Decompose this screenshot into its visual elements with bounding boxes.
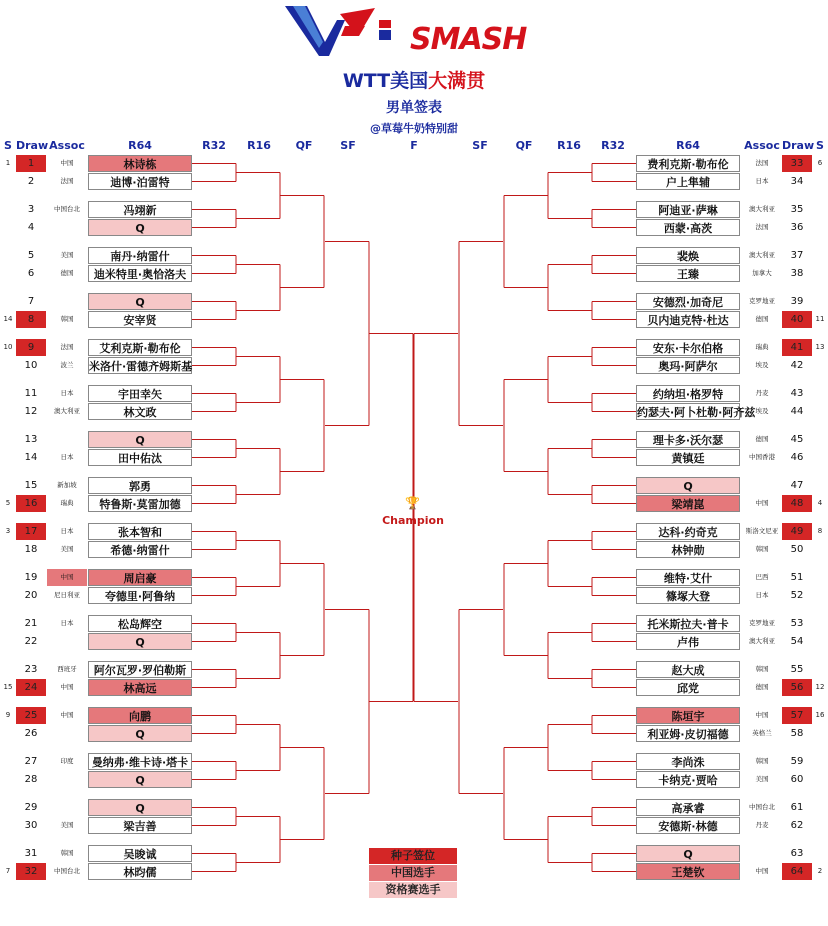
association: 德国 [60, 269, 74, 277]
association: 韩国 [755, 757, 769, 765]
draw-number: 60 [790, 774, 804, 785]
association: 巴西 [755, 573, 769, 581]
seed-number [813, 569, 827, 586]
seed-number [813, 357, 827, 374]
draw-number: 49 [782, 523, 812, 540]
draw-number: 52 [790, 590, 804, 601]
title-highlight: 大满贯 [428, 70, 486, 92]
draw-number: 40 [782, 311, 812, 328]
player-name: 约纳坦·格罗特 [636, 385, 740, 402]
seed-number: 6 [817, 159, 823, 167]
header-assoc-left: Assoc [49, 139, 85, 152]
draw-number: 4 [27, 222, 35, 233]
player-name: 高承睿 [636, 799, 740, 816]
player-name: 宇田幸矢 [88, 385, 192, 402]
association: 美国 [755, 775, 769, 783]
seed-number [1, 449, 15, 466]
association: 埃及 [755, 361, 769, 369]
header-seed-left: S [4, 139, 12, 152]
association: 中国 [755, 499, 769, 507]
header-r64-left: R64 [128, 139, 152, 152]
seed-number [813, 385, 827, 402]
draw-number: 37 [790, 250, 804, 261]
seed-number [813, 771, 827, 788]
draw-number: 7 [27, 296, 35, 307]
draw-number: 18 [24, 544, 38, 555]
seed-number [813, 661, 827, 678]
association: 丹麦 [755, 389, 769, 397]
association: 法国 [755, 223, 769, 231]
seed-number [813, 293, 827, 310]
association: 美国 [60, 545, 74, 553]
seed-number [813, 845, 827, 862]
seed-number [1, 385, 15, 402]
player-name: Q [636, 845, 740, 862]
player-name: 林昀儒 [88, 863, 192, 880]
player-name: Q [88, 431, 192, 448]
association: 印度 [60, 757, 74, 765]
seed-number [1, 633, 15, 650]
association: 中国 [60, 159, 74, 167]
association: 日本 [755, 591, 769, 599]
association: 法国 [755, 159, 769, 167]
champion-label: Champion [382, 514, 444, 527]
player-name: 约瑟夫·阿卜杜勒·阿齐兹 [636, 403, 740, 420]
player-name: 达科·约奇克 [636, 523, 740, 540]
seed-number [1, 725, 15, 742]
player-name: 托米斯拉夫·普卡 [636, 615, 740, 632]
seed-number [1, 661, 15, 678]
association: 中国台北 [54, 205, 80, 213]
player-name: 米洛什·雷德齐姆斯基 [88, 357, 192, 374]
draw-number: 28 [24, 774, 38, 785]
draw-number: 46 [790, 452, 804, 463]
seed-number [813, 615, 827, 632]
draw-number: 5 [27, 250, 35, 261]
association: 西班牙 [57, 665, 77, 673]
association: 中国 [755, 711, 769, 719]
player-name: 黄镇廷 [636, 449, 740, 466]
seed-number: 15 [3, 683, 13, 691]
seed-number [1, 219, 15, 236]
header-seed-right: S [816, 139, 824, 152]
association [47, 431, 87, 448]
association: 中国香港 [749, 453, 775, 461]
draw-number: 24 [16, 679, 46, 696]
player-name: 梁吉善 [88, 817, 192, 834]
player-name: 安东·卡尔伯格 [636, 339, 740, 356]
draw-number: 56 [782, 679, 812, 696]
association [47, 771, 87, 788]
player-name: 李尚洙 [636, 753, 740, 770]
header-assoc-right: Assoc [744, 139, 780, 152]
association: 韩国 [755, 545, 769, 553]
draw-number: 51 [790, 572, 804, 583]
player-name: 裴焕 [636, 247, 740, 264]
seed-number [813, 431, 827, 448]
association: 德国 [755, 435, 769, 443]
association: 英格兰 [752, 729, 772, 737]
header-qf-left: QF [295, 139, 313, 152]
association: 澳大利亚 [749, 637, 775, 645]
player-name: Q [88, 219, 192, 236]
seed-number: 12 [815, 683, 825, 691]
header-draw-left: Draw [16, 139, 49, 152]
seed-number [1, 587, 15, 604]
player-name: 卡纳克·贾哈 [636, 771, 740, 788]
association: 美国 [60, 821, 74, 829]
player-name: 林文政 [88, 403, 192, 420]
draw-number: 43 [790, 388, 804, 399]
seed-number [813, 247, 827, 264]
association: 韩国 [60, 849, 74, 857]
draw-number: 27 [24, 756, 38, 767]
seed-number: 7 [5, 867, 11, 875]
seed-number [1, 817, 15, 834]
player-name: 陈垣宇 [636, 707, 740, 724]
seed-number [813, 219, 827, 236]
player-name: 维特·艾什 [636, 569, 740, 586]
player-name: 迪米特里·奥恰洛夫 [88, 265, 192, 282]
smash-logo-text: SMASH [410, 22, 527, 57]
player-name: 贝内迪克特·杜达 [636, 311, 740, 328]
draw-number: 44 [790, 406, 804, 417]
seed-number [813, 753, 827, 770]
draw-number: 55 [790, 664, 804, 675]
seed-number [1, 541, 15, 558]
seed-number [1, 753, 15, 770]
player-name: 理卡多·沃尔瑟 [636, 431, 740, 448]
association: 加拿大 [752, 269, 772, 277]
seed-number: 8 [817, 527, 823, 535]
association: 日本 [60, 453, 74, 461]
draw-number: 32 [16, 863, 46, 880]
player-name: 梁靖崑 [636, 495, 740, 512]
draw-number: 2 [27, 176, 35, 187]
player-name: 费利克斯·勒布伦 [636, 155, 740, 172]
draw-number: 8 [16, 311, 46, 328]
draw-number: 33 [782, 155, 812, 172]
draw-number: 17 [16, 523, 46, 540]
seed-number [813, 477, 827, 494]
seed-number [1, 569, 15, 586]
seed-number: 4 [817, 499, 823, 507]
seed-number [813, 541, 827, 558]
seed-number [813, 173, 827, 190]
header-qf-right: QF [515, 139, 533, 152]
association: 瑞典 [60, 499, 74, 507]
association: 德国 [755, 315, 769, 323]
header-r64-right: R64 [676, 139, 700, 152]
seed-number: 11 [815, 315, 825, 323]
credit-text: @草莓牛奶特别甜 [370, 122, 458, 135]
draw-number: 23 [24, 664, 38, 675]
draw-number: 20 [24, 590, 38, 601]
seed-number [1, 477, 15, 494]
player-name: 田中佑汰 [88, 449, 192, 466]
association [47, 293, 87, 310]
player-name: 夸德里·阿鲁纳 [88, 587, 192, 604]
player-name: 阿迪亚·萨琳 [636, 201, 740, 218]
seed-number: 2 [817, 867, 823, 875]
draw-number: 9 [16, 339, 46, 356]
association: 中国 [60, 711, 74, 719]
association [47, 633, 87, 650]
draw-number: 39 [790, 296, 804, 307]
header-r16-left: R16 [247, 139, 271, 152]
draw-number: 31 [24, 848, 38, 859]
draw-number: 36 [790, 222, 804, 233]
draw-number: 14 [24, 452, 38, 463]
association: 日本 [60, 389, 74, 397]
draw-number: 30 [24, 820, 38, 831]
association [742, 845, 782, 862]
association: 法国 [60, 343, 74, 351]
player-name: 吴晙诚 [88, 845, 192, 862]
seed-number [1, 293, 15, 310]
association [742, 477, 782, 494]
draw-number: 58 [790, 728, 804, 739]
draw-number: 63 [790, 848, 804, 859]
association: 中国台北 [749, 803, 775, 811]
seed-number: 10 [3, 343, 13, 351]
player-name: 阿尔瓦罗·罗伯勒斯 [88, 661, 192, 678]
player-name: 林诗栋 [88, 155, 192, 172]
seed-number [813, 633, 827, 650]
header-sf-left: SF [340, 139, 356, 152]
draw-number: 19 [24, 572, 38, 583]
seed-number [813, 449, 827, 466]
seed-number: 14 [3, 315, 13, 323]
seed-number: 13 [815, 343, 825, 351]
seed-number [813, 265, 827, 282]
draw-number: 11 [24, 388, 38, 399]
draw-number: 35 [790, 204, 804, 215]
seed-number [1, 247, 15, 264]
association: 克罗地亚 [749, 619, 775, 627]
draw-number: 15 [24, 480, 38, 491]
seed-number: 3 [5, 527, 11, 535]
page-subtitle: 男单签表 [386, 100, 442, 116]
seed-number: 9 [5, 711, 11, 719]
header-r32-left: R32 [202, 139, 226, 152]
player-name: 篠塚大登 [636, 587, 740, 604]
association: 日本 [755, 177, 769, 185]
seed-number [813, 403, 827, 420]
draw-number: 42 [790, 360, 804, 371]
player-name: 林钟勋 [636, 541, 740, 558]
seed-number [1, 845, 15, 862]
association: 澳大利亚 [749, 251, 775, 259]
seed-number [1, 771, 15, 788]
seed-number [1, 403, 15, 420]
player-name: 卢伟 [636, 633, 740, 650]
header-sf-right: SF [472, 139, 488, 152]
legend-seed: 种子签位 [369, 848, 457, 864]
association: 中国台北 [54, 867, 80, 875]
seed-number: 16 [815, 711, 825, 719]
association: 瑞典 [755, 343, 769, 351]
legend-qualifier: 资格赛选手 [369, 882, 457, 898]
player-name: 户上隼辅 [636, 173, 740, 190]
association: 波兰 [60, 361, 74, 369]
trophy-icon: 🏆 [405, 496, 420, 510]
legend-china: 中国选手 [369, 865, 457, 881]
draw-number: 1 [16, 155, 46, 172]
draw-number: 48 [782, 495, 812, 512]
draw-number: 41 [782, 339, 812, 356]
player-name: 安德烈·加奇尼 [636, 293, 740, 310]
draw-number: 3 [27, 204, 35, 215]
player-name: 冯翊新 [88, 201, 192, 218]
seed-number [813, 799, 827, 816]
association [47, 725, 87, 742]
player-name: 曼纳弗·维卡诗·塔卡 [88, 753, 192, 770]
draw-number: 59 [790, 756, 804, 767]
player-name: 特鲁斯·莫雷加德 [88, 495, 192, 512]
seed-number: 1 [5, 159, 11, 167]
draw-number: 21 [24, 618, 38, 629]
draw-number: 6 [27, 268, 35, 279]
seed-number [813, 587, 827, 604]
draw-number: 62 [790, 820, 804, 831]
draw-number: 22 [24, 636, 38, 647]
association: 日本 [60, 527, 74, 535]
seed-number [1, 201, 15, 218]
draw-number: 26 [24, 728, 38, 739]
player-name: 松岛辉空 [88, 615, 192, 632]
player-name: Q [88, 725, 192, 742]
seed-number [1, 357, 15, 374]
association [47, 219, 87, 236]
draw-number: 64 [782, 863, 812, 880]
header-r32-right: R32 [601, 139, 625, 152]
seed-number [1, 615, 15, 632]
player-name: 向鹏 [88, 707, 192, 724]
association: 中国 [755, 867, 769, 875]
association: 韩国 [60, 315, 74, 323]
player-name: 奥玛·阿萨尔 [636, 357, 740, 374]
seed-number: 5 [5, 499, 11, 507]
player-name: 迪博·泊雷特 [88, 173, 192, 190]
draw-number: 47 [790, 480, 804, 491]
association: 克罗地亚 [749, 297, 775, 305]
draw-number: 25 [16, 707, 46, 724]
draw-number: 29 [24, 802, 38, 813]
association: 中国 [47, 569, 87, 586]
title-prefix: WTT美国 [342, 70, 429, 92]
player-name: Q [636, 477, 740, 494]
player-name: 王臻 [636, 265, 740, 282]
seed-number [813, 817, 827, 834]
association: 中国 [60, 683, 74, 691]
draw-number: 54 [790, 636, 804, 647]
header-r16-right: R16 [557, 139, 581, 152]
association: 韩国 [755, 665, 769, 673]
player-name: 利亚姆·皮切福德 [636, 725, 740, 742]
association: 斯洛文尼亚 [745, 527, 779, 535]
player-name: 林高远 [88, 679, 192, 696]
player-name: 南丹·纳雷什 [88, 247, 192, 264]
player-name: Q [88, 799, 192, 816]
association: 澳大利亚 [749, 205, 775, 213]
draw-number: 16 [16, 495, 46, 512]
player-name: 安德斯·林德 [636, 817, 740, 834]
player-name: 安宰贤 [88, 311, 192, 328]
player-name: 郭勇 [88, 477, 192, 494]
seed-number [1, 173, 15, 190]
seed-number [1, 431, 15, 448]
player-name: 西蒙·高茨 [636, 219, 740, 236]
association: 丹麦 [755, 821, 769, 829]
draw-number: 34 [790, 176, 804, 187]
draw-number: 13 [24, 434, 38, 445]
draw-number: 50 [790, 544, 804, 555]
seed-number [813, 201, 827, 218]
player-name: Q [88, 771, 192, 788]
draw-number: 53 [790, 618, 804, 629]
seed-number [1, 799, 15, 816]
player-name: 希德·纳雷什 [88, 541, 192, 558]
player-name: 周启豪 [88, 569, 192, 586]
draw-number: 61 [790, 802, 804, 813]
header-final: F [410, 139, 418, 152]
association: 尼日利亚 [54, 591, 80, 599]
header-draw-right: Draw [782, 139, 815, 152]
association: 法国 [60, 177, 74, 185]
association: 澳大利亚 [54, 407, 80, 415]
player-name: 张本智和 [88, 523, 192, 540]
player-name: 王楚钦 [636, 863, 740, 880]
player-name: Q [88, 633, 192, 650]
draw-number: 45 [790, 434, 804, 445]
association: 埃及 [755, 407, 769, 415]
player-name: 艾利克斯·勒布伦 [88, 339, 192, 356]
draw-number: 10 [24, 360, 38, 371]
seed-number [813, 725, 827, 742]
association: 新加坡 [57, 481, 77, 489]
association [47, 799, 87, 816]
draw-number: 38 [790, 268, 804, 279]
seed-number [1, 265, 15, 282]
association: 日本 [60, 619, 74, 627]
player-name: 邱党 [636, 679, 740, 696]
association: 德国 [755, 683, 769, 691]
draw-number: 12 [24, 406, 38, 417]
player-name: Q [88, 293, 192, 310]
draw-number: 57 [782, 707, 812, 724]
player-name: 赵大成 [636, 661, 740, 678]
association: 美国 [60, 251, 74, 259]
